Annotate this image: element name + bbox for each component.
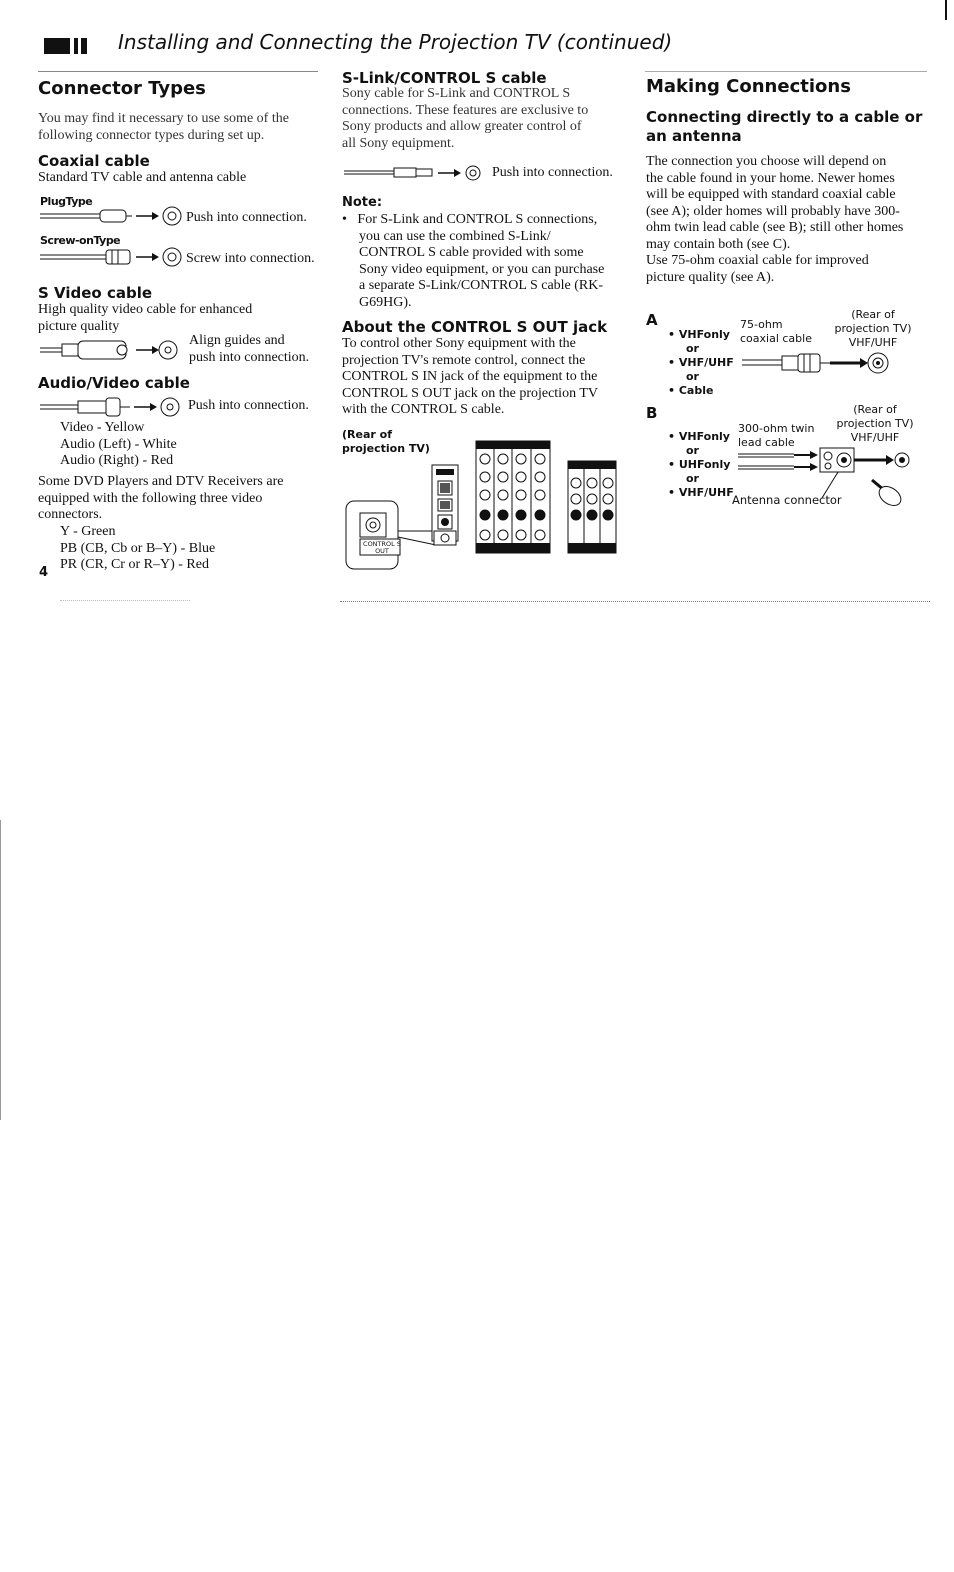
scan-dots [340, 601, 930, 602]
jack-icon [535, 454, 545, 464]
connecting-subheading: Connecting directly to a cable or an antenna [646, 108, 923, 145]
jack-icon [498, 490, 508, 500]
plug-cable-icon [40, 205, 186, 229]
jack-icon [498, 530, 508, 540]
slink-desc: Sony cable for S-Link and CONTROL S connections. These features are exclusive to Sony products and allow greater control of all Sony equipment. [342, 86, 589, 151]
figure-a-letter: A [646, 311, 658, 329]
jack-icon [516, 454, 526, 464]
jack-icon [571, 510, 581, 520]
jack-icon [516, 490, 526, 500]
av-action: Push into connection. [188, 398, 309, 413]
component-list: Y - Green PB (CB, Cb or B–Y) - Blue PR (CR, Cr or R–Y) - Red [60, 524, 216, 572]
coaxial-desc: Standard TV cable and antenna cable [38, 170, 247, 185]
jack-icon [603, 478, 613, 488]
figure-a-rear-label: (Rear of projection TV) VHF/UHF [834, 308, 912, 349]
controls-heading: About the CONTROL S OUT jack [342, 318, 608, 336]
plug-action: Push into connection. [186, 210, 307, 225]
screw-action: Screw into connection. [186, 251, 315, 266]
figure-a-options: • VHFonly or • VHF/UHF or • Cable [668, 328, 734, 397]
control-s-out-label: CONTROL S OUT [363, 540, 401, 555]
av-cable-icon [40, 396, 186, 418]
figure-b-options: • VHFonly or • UHFonly or • VHF/UHF [668, 430, 734, 499]
jack-icon [587, 494, 597, 504]
header-decoration [44, 38, 92, 59]
jack-icon [603, 510, 613, 520]
jack-icon [516, 530, 526, 540]
figure-b-rear-label: (Rear of projection TV) VHF/UHF [836, 403, 914, 444]
jack-icon [535, 530, 545, 540]
screw-type-label: Screw-onType [40, 234, 121, 247]
jack-icon [535, 490, 545, 500]
page-title: Installing and Connecting the Projection TV (continued) [118, 30, 673, 54]
plug-type-label: PlugType [40, 195, 93, 208]
making-connections-heading: Making Connections [646, 76, 851, 97]
jack-icon [480, 454, 490, 464]
figure-b-letter: B [646, 404, 658, 422]
edge-mark [945, 0, 947, 20]
divider [38, 71, 318, 72]
jack-icon [587, 478, 597, 488]
jack-icon [516, 472, 526, 482]
controls-desc: To control other Sony equipment with the projection TV's remote control, connect the CONTROL S IN jack of the equipment to the CONTROL S OUT jack on the projection TV with the CONTROL S cable. [342, 336, 598, 417]
antenna-connector-label: Antenna connector [732, 493, 842, 507]
connector-intro: You may find it necessary to use some of the following connector types during set up. [38, 111, 289, 143]
jack-icon [498, 510, 508, 520]
jack-icon [498, 472, 508, 482]
jack-icon [571, 494, 581, 504]
divider-right [645, 71, 927, 72]
jack-icon [571, 478, 581, 488]
svideo-cable-icon [40, 339, 186, 363]
dvd-para: Some DVD Players and DTV Receivers are equipped with the following three video connectors. [38, 474, 284, 522]
jack-icon [480, 490, 490, 500]
jack-icon [603, 494, 613, 504]
jack-icon [587, 510, 597, 520]
page-number: 4 [39, 565, 49, 580]
screw-cable-icon [40, 246, 186, 270]
figure-b-cable-label: 300-ohm twin lead cable [738, 422, 815, 449]
jack-icon [516, 510, 526, 520]
jack-icon [480, 530, 490, 540]
connections-para: The connection you choose will depend on the cable found in your home. Newer homes will be equipped with standard coaxial cable (see A); older homes will probably have 300- ohm twin lead cable (see B); still other homes may contain both (see C). Use 75-ohm coaxial cable for improved picture quality (see A). [646, 154, 904, 285]
rear-label-controls: (Rear of projection TV) [342, 428, 430, 455]
slink-action: Push into connection. [492, 165, 613, 180]
jack-icon [498, 454, 508, 464]
jack-icon [480, 472, 490, 482]
av-heading: Audio/Video cable [38, 374, 190, 392]
slink-heading: S-Link/CONTROL S cable [342, 69, 547, 87]
scan-edge [0, 820, 1, 1120]
av-color-list: Video - Yellow Audio (Left) - White Audio (Right) - Red [60, 420, 177, 468]
jack-icon [535, 510, 545, 520]
figure-a-cable-icon [742, 350, 894, 376]
note-body: • For S-Link and CONTROL S connections, you can use the combined S-Link/ CONTROL S cable provided with some Sony video equipment, or you can purchase a separate S-Link/CONTROL S cable (RK- G69HG). [342, 212, 605, 310]
scan-dots-left [60, 600, 190, 601]
figure-a-cable-label: 75-ohm coaxial cable [740, 318, 812, 345]
coaxial-heading: Coaxial cable [38, 152, 150, 170]
jack-icon [535, 472, 545, 482]
connector-types-heading: Connector Types [38, 78, 206, 99]
svideo-desc: High quality video cable for enhanced picture quality [38, 302, 253, 334]
jack-icon [480, 510, 490, 520]
svideo-heading: S Video cable [38, 284, 153, 302]
svideo-action: Align guides and push into connection. [189, 333, 310, 365]
slink-cable-icon [344, 163, 490, 183]
note-heading: Note: [342, 195, 383, 210]
